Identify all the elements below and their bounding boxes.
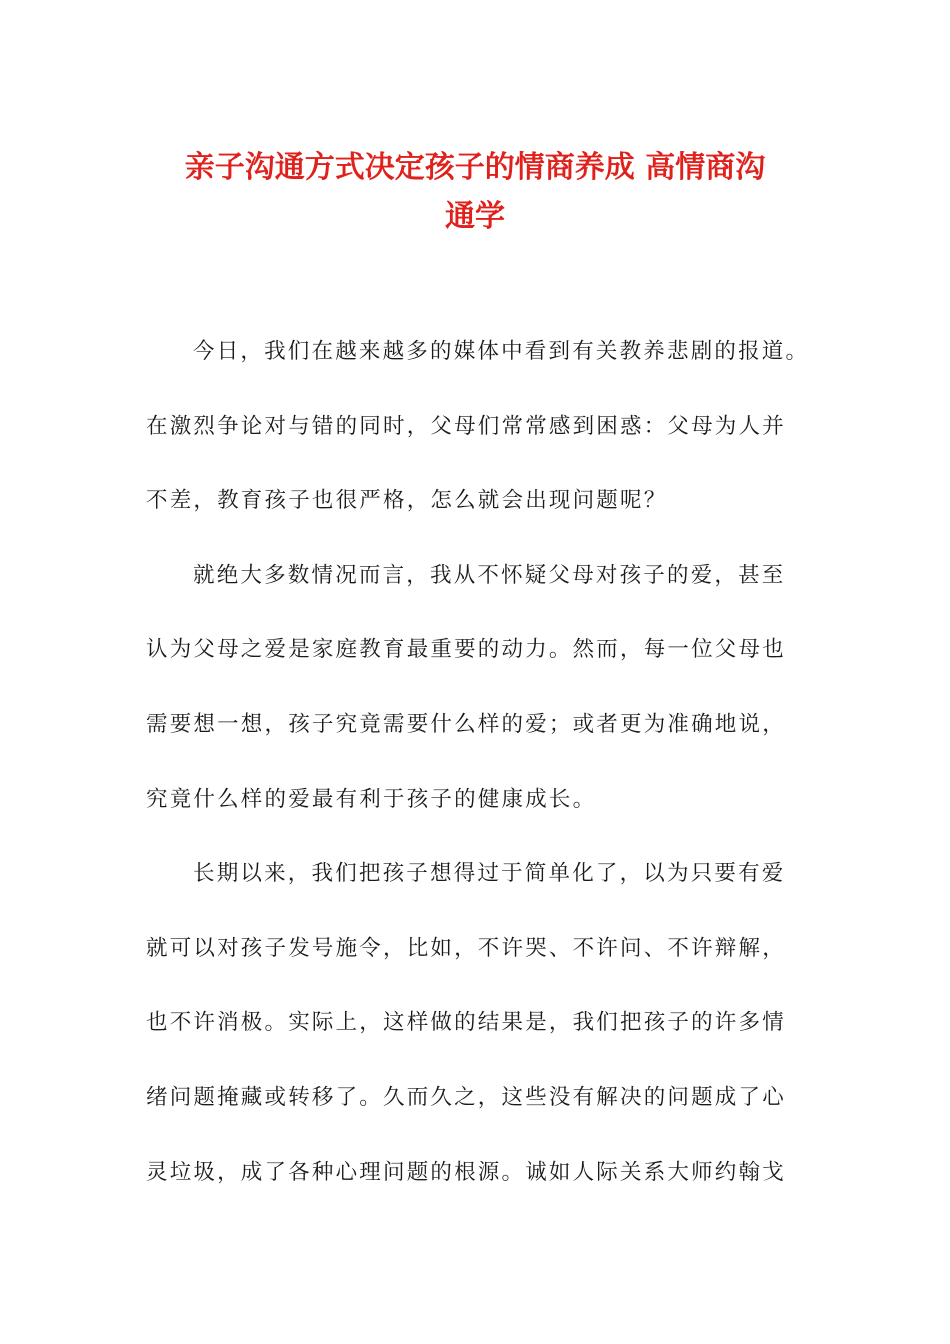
text-line: 灵垃圾，成了各种心理问题的根源。诚如人际关系大师约翰戈 [146, 1159, 786, 1185]
text-line: 今日，我们在越来越多的媒体中看到有关教养悲剧的报道。 [193, 339, 810, 364]
text-line: 需要想一想，孩子究竟需要什么样的爱；或者更为准确地说， [146, 711, 786, 737]
document-title [130, 143, 820, 241]
text-line: 就绝大多数情况而言，我从不怀疑父母对孩子的爱，甚至 [193, 562, 786, 588]
text-line: 也不许消极。实际上，这样做的结果是，我们把孩子的许多情 [146, 1010, 786, 1036]
text-line: 绪问题掩藏或转移了。久而久之，这些没有解决的问题成了心 [146, 1084, 786, 1110]
document-body [146, 332, 810, 1227]
text-line: 就可以对孩子发号施令，比如，不许哭、不许问、不许辩解， [146, 935, 786, 961]
text-line: 究竟什么样的爱最有利于孩子的健康成长。 [146, 786, 597, 812]
text-line: 认为父母之爱是家庭教育最重要的动力。然而，每一位父母也 [146, 637, 786, 663]
title-line-1: 亲子沟通方式决定孩子的情商养成 高情商沟 [184, 150, 766, 185]
text-line: 长期以来，我们把孩子想得过于简单化了，以为只要有爱 [193, 861, 786, 887]
text-line: 不差，教育孩子也很严格，怎么就会出现问题呢？ [146, 488, 668, 514]
title-line-2: 通学 [445, 199, 505, 234]
text-line: 在激烈争论对与错的同时，父母们常常感到困惑：父母为人并 [146, 413, 786, 439]
